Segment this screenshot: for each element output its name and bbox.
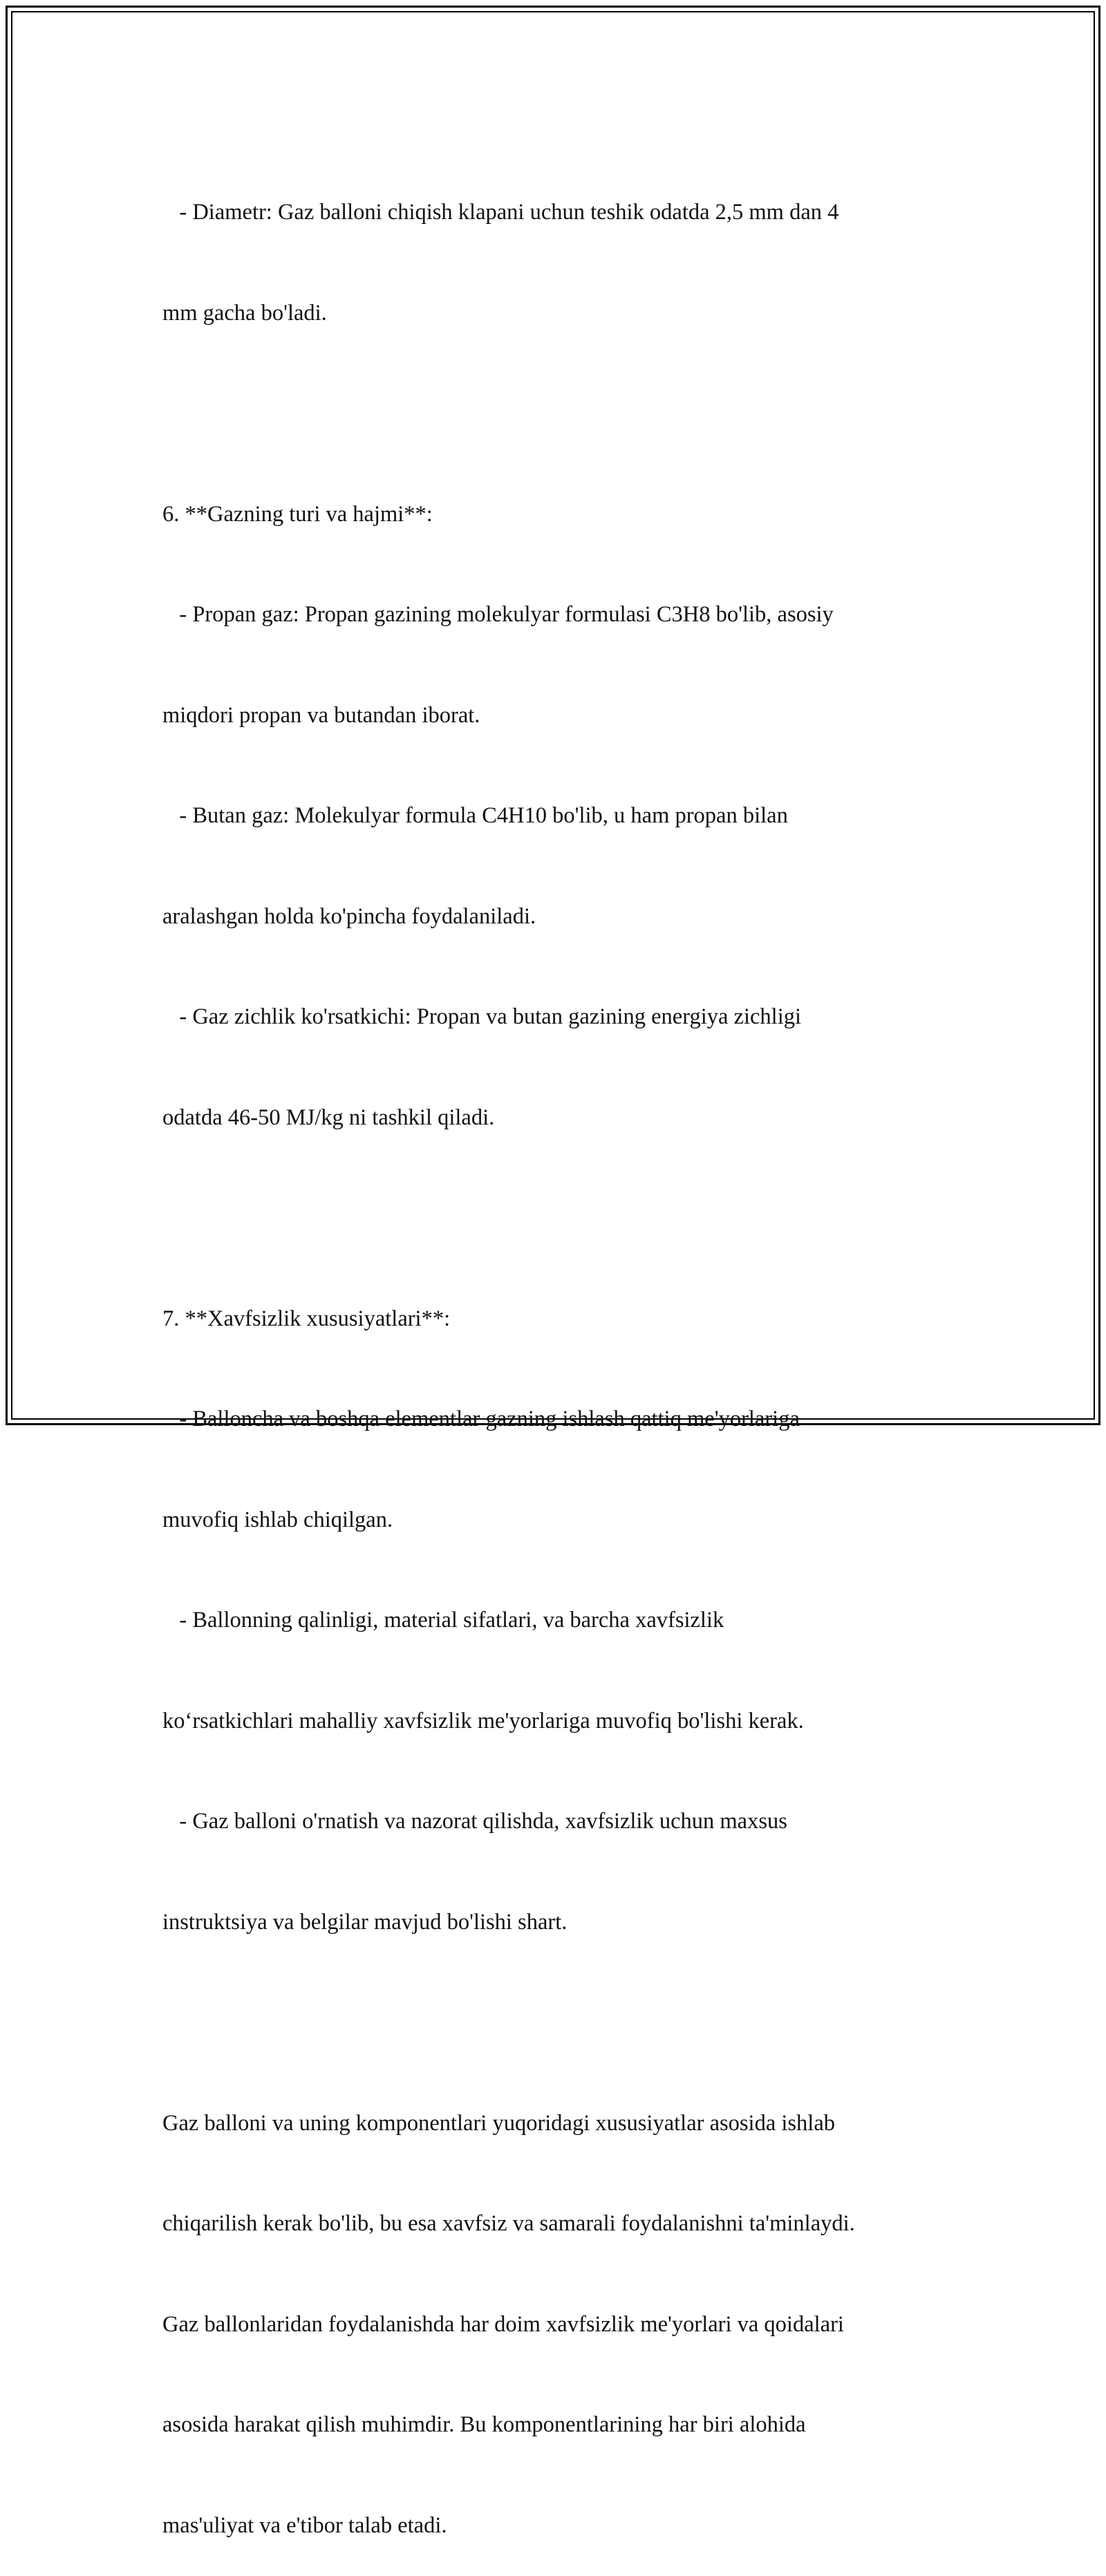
text-line: ko‘rsatkichlari mahalliy xavfsizlik me'yorlariga muvofiq bo'lishi kerak. — [162, 1708, 804, 1733]
conclusion-line: Gaz ballonlaridan foydalanishda har doim xavfsizlik me'yorlari va qoidalari — [162, 2311, 844, 2337]
conclusion-line: chiqarilish kerak bo'lib, bu esa xavfsiz va samarali foydalanishni ta'minlaydi. — [162, 2211, 855, 2236]
blank-line — [162, 397, 964, 431]
text-line: mm gacha bo'ladi. — [162, 300, 327, 326]
text-line: - Butan gaz: Molekulyar formula C4H10 bo'lib, u ham propan bilan — [162, 803, 788, 828]
section-heading-6: 6. **Gazning turi va hajmi**: — [162, 501, 433, 527]
text-line: miqdori propan va butandan iborat. — [162, 702, 480, 728]
text-line: odatda 46-50 MJ/kg ni tashkil qiladi. — [162, 1104, 495, 1130]
conclusion-line: Gaz balloni va uning komponentlari yuqoridagi xususiyatlar asosida ishlab — [162, 2110, 836, 2136]
text-line: - Balloncha va boshqa elementlar gazning ishlash qattiq me'yorlariga — [162, 1407, 800, 1431]
text-line: instruktsiya va belgilar mavjud bo'lishi shart. — [162, 1909, 568, 1935]
text-line: - Ballonning qalinligi, material sifatlari, va barcha xavfsizlik — [162, 1608, 724, 1633]
text-line: - Gaz balloni o'rnatish va nazorat qilishda, xavfsizlik uchun maxsus — [162, 1809, 787, 1834]
blank-line — [162, 1201, 964, 1235]
text-line: aralashgan holda ko'pincha foydalaniladi. — [162, 903, 536, 929]
text-line: - Propan gaz: Propan gazining molekulyar formulasi C3H8 bo'lib, asosiy — [162, 602, 834, 627]
text-line: muvofiq ishlab chiqilgan. — [162, 1507, 393, 1532]
section-heading-7: 7. **Xavfsizlik xususiyatlari**: — [162, 1306, 451, 1331]
text-line: - Diametr: Gaz balloni chiqish klapani uchun teshik odatda 2,5 mm dan 4 — [162, 200, 839, 225]
conclusion-line: asosida harakat qilish muhimdir. Bu komponentlarining har biri alohida — [162, 2412, 806, 2437]
conclusion-line: mas'uliyat va e'tibor talab etadi. — [162, 2512, 447, 2538]
text-line: - Gaz zichlik ko'rsatkichi: Propan va butan gazining energiya zichligi — [162, 1004, 801, 1029]
blank-line — [162, 2006, 964, 2040]
document-body — [162, 129, 964, 2576]
